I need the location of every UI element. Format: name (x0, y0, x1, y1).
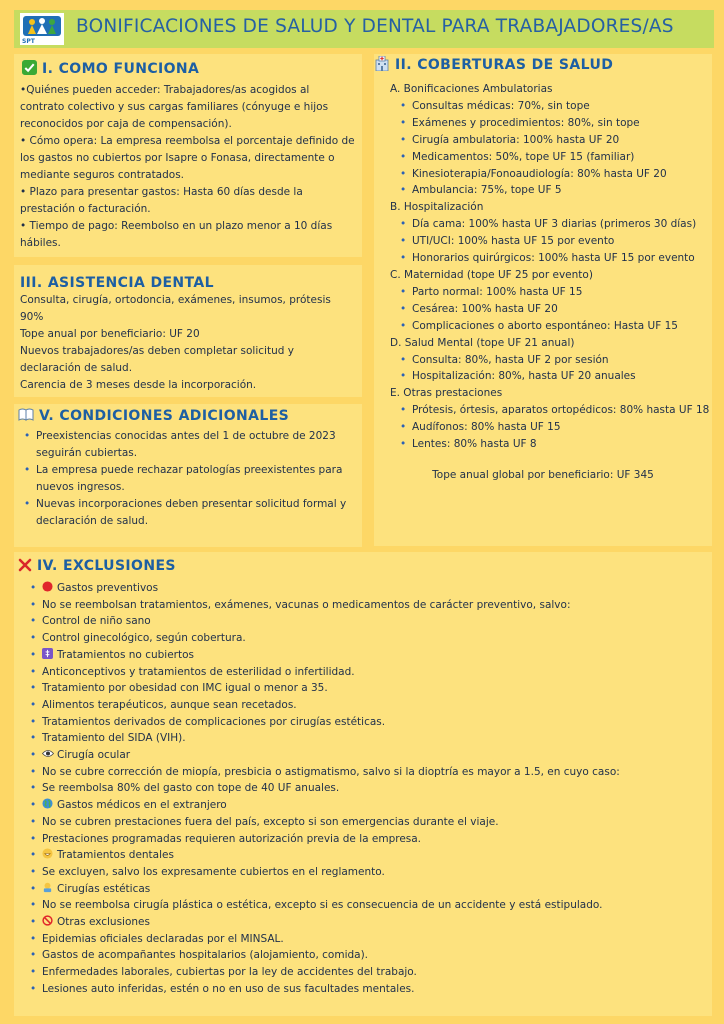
exclusion-item (20, 647, 710, 664)
coberturas-section-title: B. Hospitalización (390, 201, 484, 214)
exclusion-item (20, 897, 710, 914)
condiciones-item: • Preexistencias conocidas antes del 1 de octubre de 2023 seguirán cubiertas. (18, 428, 358, 462)
condiciones-item: • La empresa puede rechazar patologías preexistentes para nuevos ingresos. (18, 462, 358, 496)
coberturas-item: • Parto normal: 100% hasta UF 15 (390, 284, 710, 301)
open-book-icon (18, 408, 34, 421)
exclusion-item (20, 630, 710, 647)
coberturas-heading (374, 56, 613, 73)
coberturas-section-title: E. Otras prestaciones (390, 387, 503, 400)
coberturas-item: • Consultas médicas: 70%, sin tope (390, 98, 710, 115)
face-mask-icon (42, 882, 53, 893)
exclusion-text: Gastos de acompañantes hospitalarios (alojamiento, comida). (42, 949, 369, 962)
coberturas-item: • Exámenes y procedimientos: 80%, sin tope (390, 115, 710, 132)
asistencia-dental-panel (14, 265, 362, 397)
coberturas-item: • Complicaciones o aborto espontáneo: Hasta UF 15 (390, 318, 710, 335)
coberturas-item: • Prótesis, órtesis, aparatos ortopédicos: 80% hasta UF 18 (390, 402, 710, 419)
exclusion-text: Cirugía ocular (57, 749, 131, 762)
exclusion-item (20, 697, 710, 714)
asistencia-dental-line: Tope anual por beneficiario: UF 20 (20, 328, 200, 340)
prohibited-icon (42, 915, 53, 926)
coberturas-item: • Cirugía ambulatoria: 100% hasta UF 20 (390, 132, 710, 149)
exclusion-text: Gastos médicos en el extranjero (57, 799, 227, 812)
coberturas-item: • Honorarios quirúrgicos: 100% hasta UF 15 por evento (390, 250, 710, 267)
exclusion-item (20, 964, 710, 981)
coberturas-section-title: A. Bonificaciones Ambulatorias (390, 83, 553, 95)
coberturas-item: • Cesárea: 100% hasta UF 20 (390, 301, 710, 318)
red-circle-icon (42, 581, 53, 592)
medical-symbol-icon (42, 648, 53, 659)
exclusiones-heading (18, 558, 176, 574)
exclusion-text: Alimentos terapéuticos, aunque sean recetados. (42, 698, 297, 711)
exclusion-text: Tratamiento del SIDA (VIH). (42, 732, 186, 745)
logo (20, 13, 64, 45)
header-bar (14, 10, 714, 48)
condiciones-body (18, 428, 358, 530)
exclusion-text: Lesiones auto inferidas, estén o no en uso de sus facultades mentales. (42, 982, 415, 995)
asistencia-dental-body (20, 292, 356, 394)
condiciones-heading (18, 408, 289, 424)
exclusion-text: No se reembolsan tratamientos, exámenes, vacunas o medicamentos de carácter preventivo, salvo: (42, 598, 571, 611)
como-funciona-body (20, 82, 356, 252)
hospital-icon (374, 56, 390, 71)
exclusion-item (20, 914, 710, 931)
exclusiones-panel (14, 552, 712, 1016)
como-funciona-title: I. COMO FUNCIONA (42, 61, 200, 77)
asistencia-dental-line: Nuevos trabajadores/as deben completar solicitud y declaración de salud. (20, 345, 294, 374)
exclusion-item (20, 714, 710, 731)
exclusion-text: No se cubren prestaciones fuera del país, excepto si son emergencias durante el viaje. (42, 815, 499, 828)
coberturas-item: • Día cama: 100% hasta UF 3 diarias (primeros 30 días) (390, 216, 710, 233)
globe-icon (42, 798, 53, 809)
exclusion-text: Se reembolsa 80% del gasto con tope de 40 UF anuales. (42, 782, 340, 795)
asistencia-dental-heading: III. ASISTENCIA DENTAL (20, 275, 214, 291)
coberturas-item: • Ambulancia: 75%, tope UF 5 (390, 182, 710, 199)
teeth-icon (42, 848, 53, 859)
coberturas-section-title: C. Maternidad (tope UF 25 por evento) (390, 268, 593, 281)
exclusiones-body (20, 580, 710, 998)
como-funciona-item: • Cómo opera: La empresa reembolsa el porcentaje definido de los gastos no cubiertos por Isapre o Fonasa, directamente o mediante seguros contratados. (20, 135, 355, 181)
exclusion-item (20, 613, 710, 630)
exclusion-text: Tratamientos no cubiertos (57, 648, 194, 661)
coberturas-item: • Hospitalización: 80%, hasta UF 20 anuales (390, 368, 710, 385)
exclusion-text: Gastos preventivos (57, 582, 159, 594)
exclusion-text: Control ginecológico, según cobertura. (42, 632, 246, 645)
logo-text: SPT (22, 38, 35, 45)
coberturas-item: • Consulta: 80%, hasta UF 2 por sesión (390, 352, 710, 369)
exclusion-text: Otras exclusiones (57, 916, 150, 929)
exclusion-item (20, 864, 710, 881)
coberturas-item: • UTI/UCI: 100% hasta UF 15 por evento (390, 233, 710, 250)
exclusion-text: Cirugías estéticas (57, 882, 151, 895)
logo-people-icon (22, 14, 62, 38)
asistencia-dental-line: Consulta, cirugía, ortodoncia, exámenes, insumos, prótesis 90% (20, 294, 331, 323)
exclusiones-list (20, 580, 710, 998)
exclusion-item (20, 730, 710, 747)
como-funciona-item: •Quiénes pueden acceder: Trabajadores/as acogidos al contrato colectivo y sus cargas familiares (cónyuge e hijos reconocidos por caja de compensación). (20, 84, 329, 130)
exclusion-text: Enfermedades laborales, cubiertas por la ley de accidentes del trabajo. (42, 966, 417, 979)
exclusion-item (20, 597, 710, 614)
condiciones-title: V. CONDICIONES ADICIONALES (39, 408, 290, 424)
exclusion-item (20, 680, 710, 697)
exclusion-item (20, 831, 710, 848)
coberturas-item: • Medicamentos: 50%, tope UF 15 (familiar) (390, 149, 710, 166)
exclusion-item (20, 580, 710, 597)
coberturas-panel (374, 54, 712, 546)
exclusion-item (20, 847, 710, 864)
exclusion-item (20, 797, 710, 814)
tope-global: Tope anual global por beneficiario: UF 345 (432, 469, 654, 481)
check-mark-icon (22, 60, 37, 75)
como-funciona-item: • Plazo para presentar gastos: Hasta 60 días desde la prestación o facturación. (20, 186, 303, 215)
exclusion-text: Prestaciones programadas requieren autorización previa de la empresa. (42, 832, 422, 845)
eye-icon (42, 748, 53, 759)
exclusion-item (20, 931, 710, 948)
coberturas-section-title: D. Salud Mental (tope UF 21 anual) (390, 336, 575, 349)
exclusion-item (20, 814, 710, 831)
exclusion-text: Tratamiento por obesidad con IMC igual o menor a 35. (42, 682, 328, 695)
exclusion-text: Se excluyen, salvo los expresamente cubiertos en el reglamento. (42, 865, 385, 878)
exclusiones-title: IV. EXCLUSIONES (37, 558, 176, 574)
como-funciona-item: • Tiempo de pago: Reembolso en un plazo menor a 10 días hábiles. (20, 220, 333, 249)
exclusion-item (20, 881, 710, 898)
coberturas-item: • Kinesioterapia/Fonoaudiología: 80% hasta UF 20 (390, 166, 710, 183)
exclusion-text: Anticonceptivos y tratamientos de esterilidad o infertilidad. (42, 665, 355, 678)
exclusion-text: Control de niño sano (42, 615, 151, 628)
coberturas-title: II. COBERTURAS DE SALUD (395, 57, 614, 73)
exclusion-item (20, 747, 710, 764)
exclusion-text: No se cubre corrección de miopía, presbicia o astigmatismo, salvo si la dioptría es mayor a 1.5, en cuyo caso: (42, 765, 620, 778)
condiciones-item: • Nuevas incorporaciones deben presentar solicitud formal y declaración de salud. (18, 496, 358, 530)
exclusion-item (20, 764, 710, 781)
coberturas-item: • Lentes: 80% hasta UF 8 (390, 436, 710, 453)
condiciones-panel (14, 404, 362, 547)
coberturas-item: • Audífonos: 80% hasta UF 15 (390, 419, 710, 436)
page-title: BONIFICACIONES DE SALUD Y DENTAL PARA TRABAJADORES/AS (76, 16, 674, 37)
exclusion-item (20, 947, 710, 964)
exclusion-item (20, 981, 710, 998)
exclusion-text: No se reembolsa cirugía plástica o estética, excepto si es consecuencia de un accidente y está estipulado. (42, 899, 603, 912)
exclusion-item (20, 664, 710, 681)
asistencia-dental-line: Carencia de 3 meses desde la incorporación. (20, 379, 257, 391)
como-funciona-panel (14, 54, 362, 257)
como-funciona-heading (22, 60, 199, 77)
coberturas-body (390, 81, 710, 453)
cross-mark-icon (18, 558, 32, 572)
exclusion-text: Tratamientos dentales (57, 849, 174, 862)
exclusion-text: Epidemias oficiales declaradas por el MINSAL. (42, 932, 284, 945)
exclusion-text: Tratamientos derivados de complicaciones por cirugías estéticas. (42, 715, 386, 728)
exclusion-item (20, 780, 710, 797)
